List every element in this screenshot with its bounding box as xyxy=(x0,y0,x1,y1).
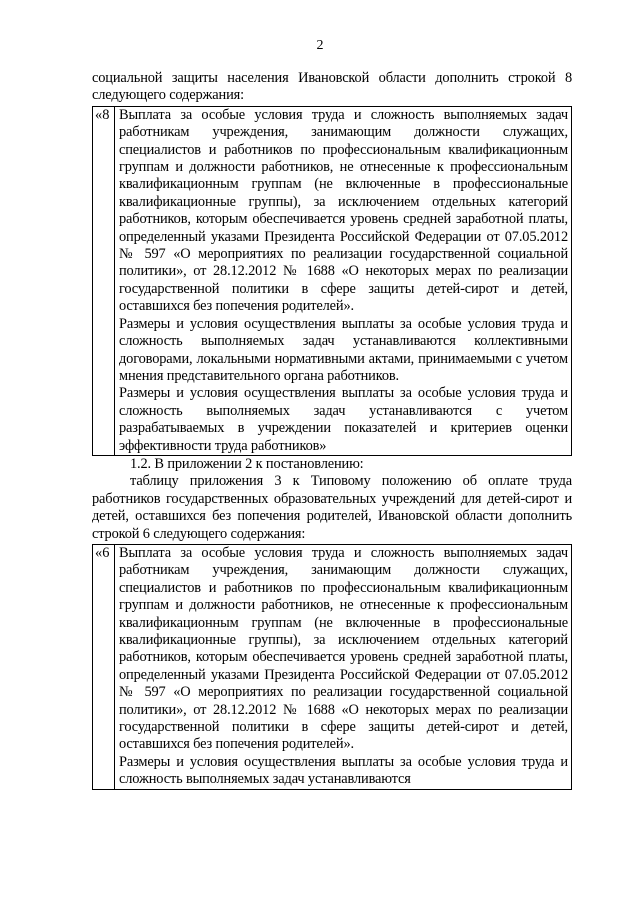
table-paragraph: Размеры и условия осуществления выплаты за особые условия труда и сложность выполняемых задач устанавливаются с учетом разрабатываемых в учреждении показателей и критериев оценки эффективности труда работников» xyxy=(119,385,568,454)
table-paragraph: Размеры и условия осуществления выплаты за особые условия труда и сложность выполняемых задач устанавливаются xyxy=(119,753,568,788)
row-number-cell: «8 xyxy=(93,106,115,455)
amendment-table-row-6 xyxy=(92,544,572,790)
row-number-cell: «6 xyxy=(93,544,115,789)
row-text-cell xyxy=(115,106,572,455)
section-heading: 1.2. В приложении 2 к постановлению: xyxy=(130,455,364,472)
page-number: 2 xyxy=(316,38,324,53)
document-body xyxy=(92,70,572,790)
row-text-cell xyxy=(115,544,572,789)
section-paragraph: таблицу приложения 3 к Типовому положению об оплате труда работников государственных образовательных учреждений для детей-сирот и детей, оставшихся без попечения родителей, Ивановской области дополнить строкой 6 следующего содержания: xyxy=(92,473,572,542)
table-paragraph: Выплата за особые условия труда и сложность выполняемых задач работникам учреждения, занимающим должности служащих, специалистов и работников по профессиональным квалификационным группам и должности работников, не отнесенные к профессиональным квалификационным группам (не включенные в профессиональные квалификационные группы), за исключением отдельных категорий работников, которым обеспечивается уровень средней заработной платы, определенный указами Президента Российской Федерации от 07.05.2012 № 597 «О мероприятиях по реализации государственной социальной политики», от 28.12.2012 № 1688 «О некоторых мерах по реализации государственной политики в сфере защиты детей-сирот и детей, оставшихся без попечения родителей». xyxy=(119,106,568,315)
table-row xyxy=(93,544,572,789)
table-row xyxy=(93,106,572,455)
intro-paragraph: социальной защиты населения Ивановской области дополнить строкой 8 следующего содержания: xyxy=(92,70,572,104)
table-paragraph: Выплата за особые условия труда и сложность выполняемых задач работникам учреждения, занимающим должности служащих, специалистов и работников по профессиональным квалификационным группам и должности работников, не отнесенные к профессиональным квалификационным группам (не включенные в профессиональные квалификационные группы), за исключением отдельных категорий работников, которым обеспечивается уровень средней заработной платы, определенный указами Президента Российской Федерации от 07.05.2012 № 597 «О мероприятиях по реализации государственной социальной политики», от 28.12.2012 № 1688 «О некоторых мерах по реализации государственной политики в сфере защиты детей-сирот и детей, оставшихся без попечения родителей». xyxy=(119,544,568,753)
table-paragraph: Размеры и условия осуществления выплаты за особые условия труда и сложность выполняемых задач устанавливаются коллективными договорами, локальными нормативными актами, принимаемыми с учетом мнения представительного органа работников. xyxy=(119,315,568,384)
amendment-table-row-8 xyxy=(92,106,572,456)
